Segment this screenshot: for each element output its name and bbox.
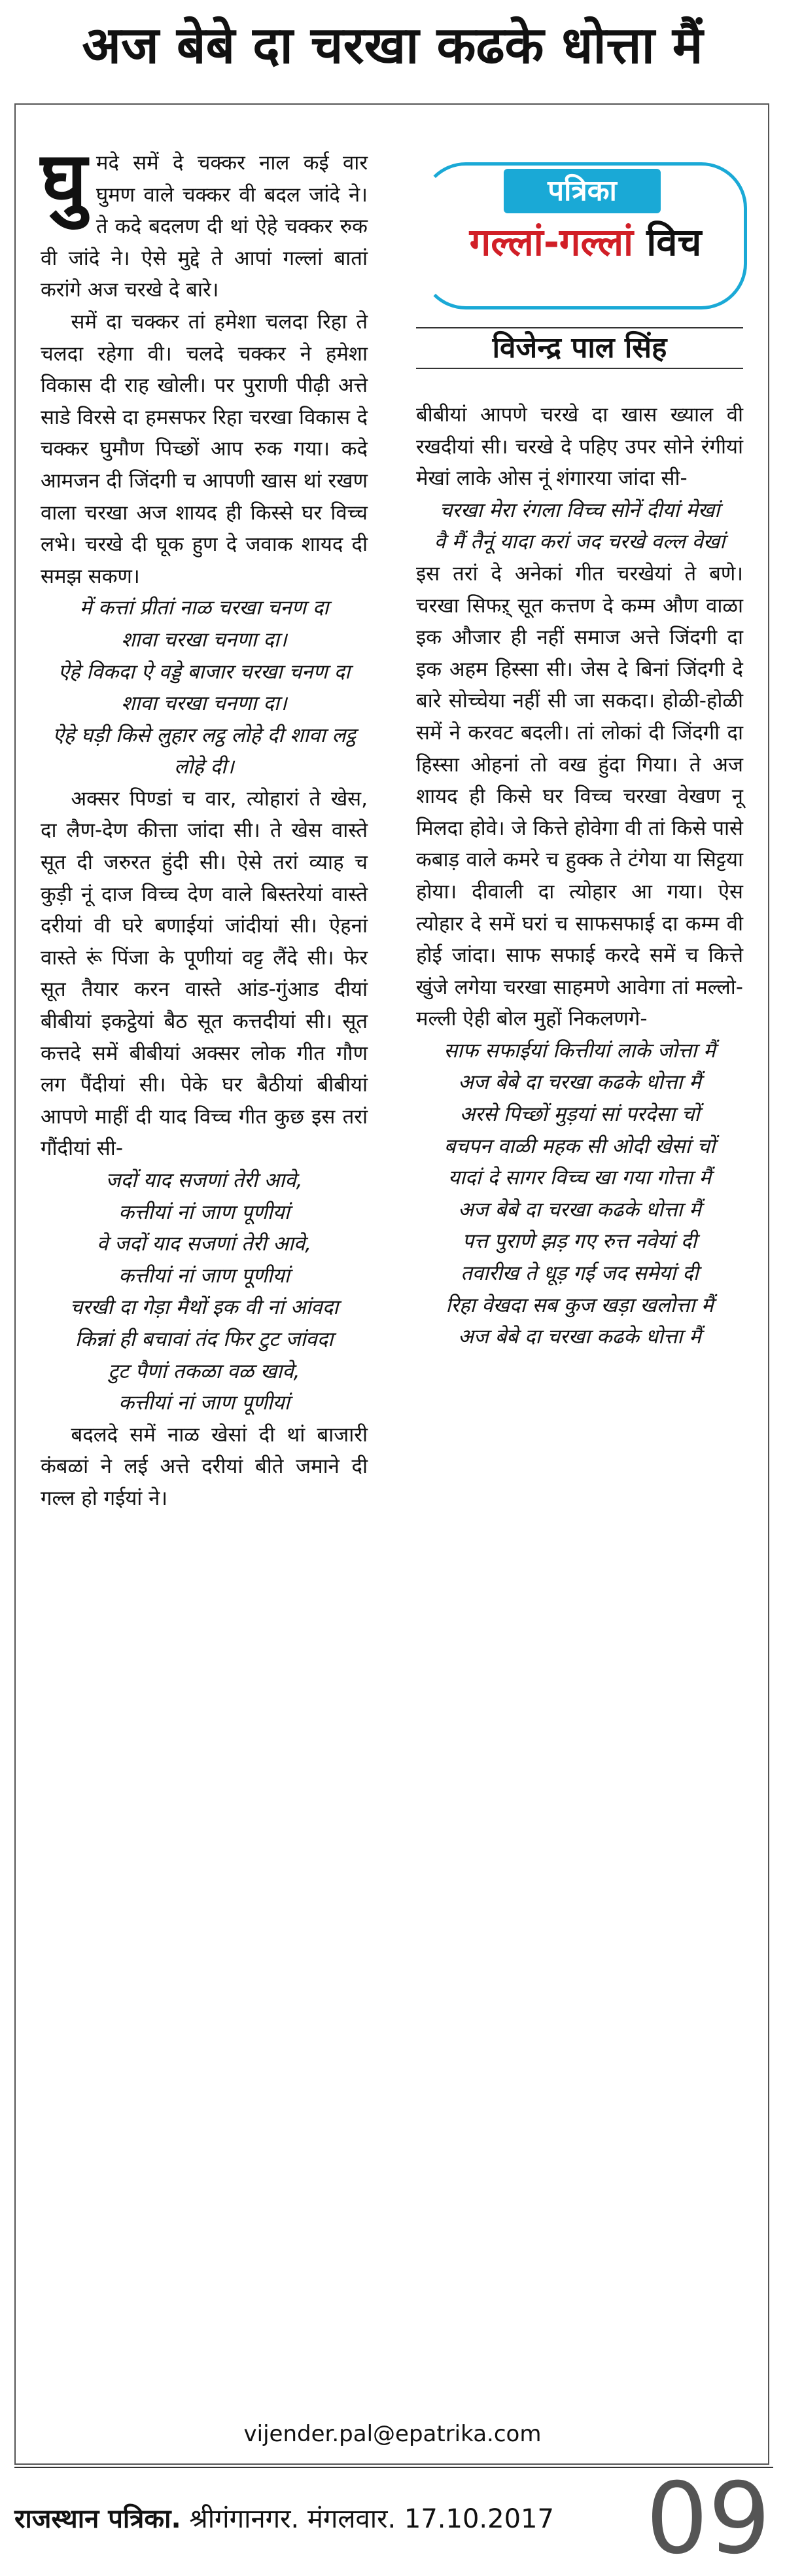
verse-line: टुट पैणां तकळा वळ खावे, [108, 1359, 300, 1383]
column-name-black: विच [633, 220, 702, 264]
verse-line: कत्तीयां नां जाण पूणीयां [118, 1263, 290, 1288]
verse-line: ऐहे विकदा ऐ वड्डे बाजार चरखा चनण दा [58, 660, 351, 684]
author-byline: विजेन्द्र पाल सिंह [416, 327, 743, 369]
paragraph-1 [41, 135, 368, 306]
verse-line: चरखी दा गेड़ा मैथों इक वी नां आंवदा [69, 1296, 339, 1320]
dateline-text: श्रीगंगानगर. मंगलवार. 17.10.2017 [181, 2504, 554, 2534]
paragraph-5: बीबीयां आपणे चरखे दा खास ख्याल वी रखदीयां सी। चरखे दे पहिए उपर सोने रंगीयां मेखां लाके ओस नूं शंगारया जांदा सी- [416, 403, 743, 491]
verse-line: किन्नां ही बचावां तंद फिर टुट जांवदा [75, 1327, 334, 1351]
paragraph-6: इस तरां दे अनेकां गीत चरखेयां ते बणे। चरखा सिफऱ् सूत कत्तण दे कम्म औण वाळा इक औजार ही नहीं समाज अत्ते जिंदगी दा इक अहम हिस्सा सी। जेस दे बिनां जिंदगी दे बारे सोच्चेया नहीं सी जा सकदा। होळी-होळी समें ने करवट बदली। तां लोकां दी जिंदगी दा हिस्सा ओहनां तो वख हुंदा गिया। ते अज शायद ही किसे घर विच्च चरखा वेखण नू मिलदा होवे। जे कित्ते होवेगा वी तां किसे पासे कबाड़ वाले कमरे च हुक्क ते टंगेया या सिट्टया होया। दीवाली दा त्योहार आ गया। ऐस त्योहार दे समें घरां च साफसफाई दा कम्म वी होई जांदा। साफ सफाई करदे समें च कित्ते खुंजे लगेया चरखा साहमणे आवेगा तां मल्लो-मल्ली ऐही बोल मुहों निकलणगे- [416, 561, 743, 1031]
verse-line: जदों याद सजणां तेरी आवे, [105, 1169, 303, 1192]
verse-line: कत्तीयां नां जाण पूणीयां [118, 1200, 290, 1224]
verse-line: कत्तीयां नां जाण पूणीयां [118, 1391, 290, 1415]
verse-line: तवारीख ते धूड़ गई जद समेयां दी [461, 1262, 699, 1286]
verse-line: बचपन वाळी महक सी ओदी खेसां चों [444, 1134, 716, 1158]
verse-line: में कत्तां प्रीतां नाळ चरखा चनण दा [79, 596, 329, 620]
verse-line: वे जदों याद सजणां तेरी आवे, [96, 1232, 312, 1256]
verse-line: पत्त पुराणे झड़ गए रुत्त नवेयां दी [462, 1229, 697, 1254]
footer-dateline [14, 2477, 669, 2562]
badge-publisher: पत्रिका [504, 169, 661, 213]
verse-line: अज बेबे दा चरखा कढके धोत्ता मैं [458, 1197, 701, 1222]
verse-line: शावा चरखा चनणा दा। [121, 692, 287, 716]
page-number: 09 [646, 2462, 771, 2576]
paragraph-4: बदलदे समें नाळ खेसां दी थां बाजारी कंबळां ने लई अत्ते दरीयां बीते जमाने दी गल्ल हो गईयां ने। [41, 1422, 368, 1510]
paragraph-1-text: मदे समें दे चक्कर नाल कई वार घुमण वाले चक्कर वी बदल जांदे ने। ते कदे बदलण दी थां ऐहे चक्कर रुक वी जांदे ने। ऐसे मुद्दे ते आपां गल्लां बातां करांगे अज चरखे दे बारे। [41, 151, 368, 302]
verse-line: साफ सफाईयां कित्तीयां लाके जोत्ता मैं [444, 1038, 716, 1063]
verse-line: अज बेबे दा चरखा कढके धोत्ता मैं [458, 1070, 701, 1095]
newspaper-name: राजस्थान पत्रिका. [14, 2504, 181, 2534]
verse-line: शावा चरखा चनणा दा। [121, 627, 287, 652]
paragraph-3: अक्सर पिण्डां च वार, त्योहारां ते खेस, दा लैण-देण कीत्ता जांदा सी। ते खेस वास्ते सूत दी जरुरत हुंदी सी। ऐसे तरां व्याह च कुड़ी नूं दाज विच्च देण वाले बिस्तरेयां वास्ते दरीयां वी घरे बणाईयां जांदीयां सी। ऐहनां वास्ते रूं पिंजा के पूणीयां वट्ट लैंदे सी। फेर सूत तैयार करन वास्ते आंड-गुंआड दीयां बीबीयां इकट्ठेयां बैठ सूत कत्तदीयां सी। सूत कत्तदे समें बीबीयां अक्सर लोक गीत गौण लग पैंदीयां सी। पेके घर बैठीयां बीबीयां आपणे माहीं दी याद विच्च गीत कुछ इस तरां गौंदीयां सी- [41, 786, 368, 1161]
column-name [442, 216, 729, 268]
verse-line: चरखा मेरा रंगला विच्च सोनें दीयां मेखां [439, 498, 720, 522]
verse-line: रिहा वेखदा सब कुज खड़ा खलोत्ता मैं [445, 1293, 714, 1317]
author-email: vijender.pal@epatrika.com [243, 2421, 542, 2447]
verse-line: वै मैं तैनूं यादा करां जद चरखे वल्ल वेखां [434, 530, 725, 554]
column-right [416, 399, 743, 1353]
column-name-red: गल्लां-गल्लां [469, 220, 634, 264]
verse-line: अरसे पिच्छों मुड़यां सां परदेसा चों [459, 1103, 700, 1127]
verse-line: ऐहे घड़ी किसे लुहार लट्ठ लोहे दी शावा लट्ठ लोहे दी। [52, 723, 356, 779]
drop-cap: घु [41, 135, 87, 226]
verse-line: यादां दे सागर विच्च खा गया गोत्ता मैं [447, 1166, 711, 1190]
paragraph-2: समें दा चक्कर तां हमेशा चलदा रिहा ते चलदा रहेगा वी। चलदे चक्कर ने हमेशा विकास दी राह खोली। पर पुराणी पीढ़ी अत्ते साडे विरसे दा हमसफर रिहा चरखा विकास दे चक्कर घुमौण पिच्छों आप रुक गया। कदे आमजन दी जिंदगी च आपणी खास थां रखण वाला चरखा अज शायद ही किस्से घर विच्च लभे। चरखे दी घूक हुण दे जवाक शायद दी समझ सकण। [41, 309, 368, 588]
verse-line: अज बेबे दा चरखा कढके धोत्ता मैं [458, 1325, 701, 1349]
column-left [41, 135, 368, 1515]
headline: अज बेबे दा चरखा कढके धोत्ता मैं [82, 16, 703, 75]
